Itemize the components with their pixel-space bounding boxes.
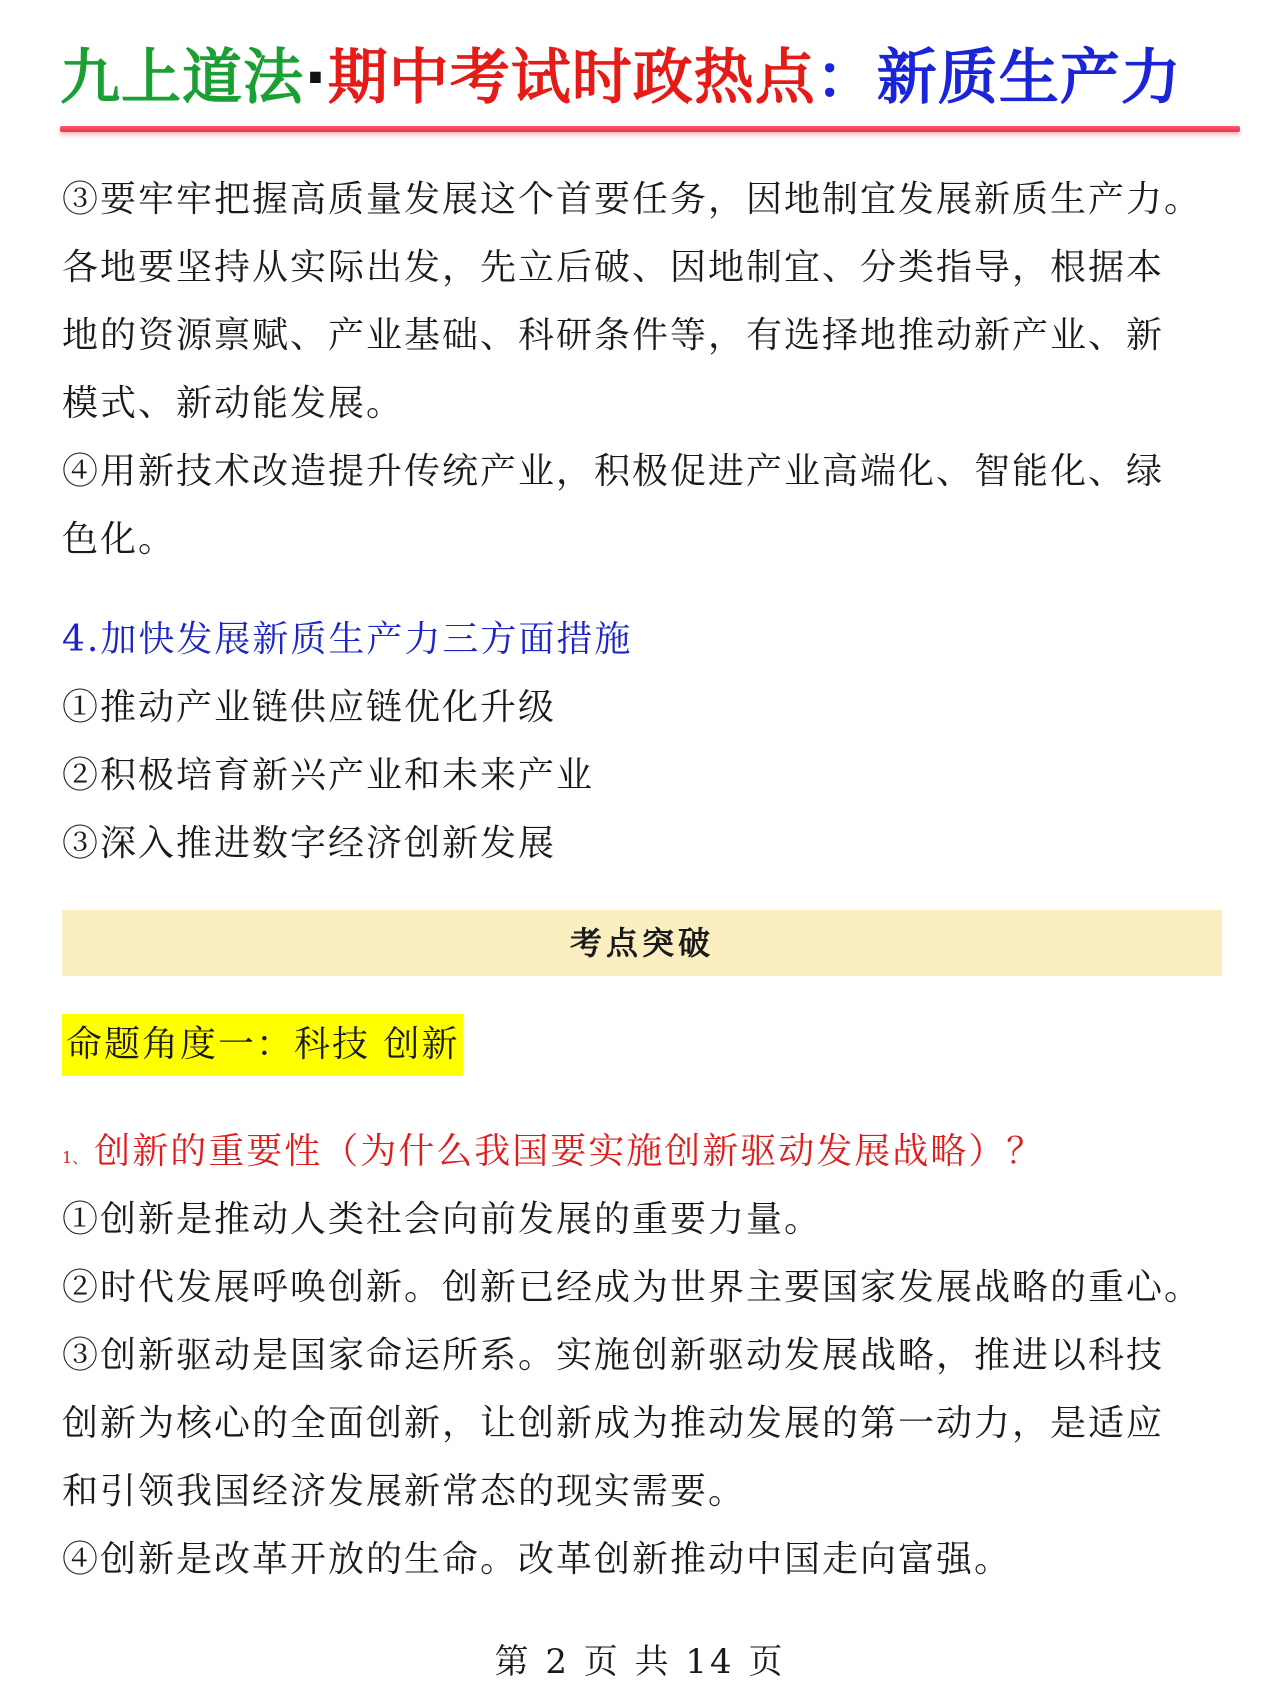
top-line-5: ④用新技术改造提升传统产业，积极促进产业高端化、智能化、绿 [62, 451, 1165, 492]
question-one-heading [62, 1118, 1242, 1192]
page-number-footer: 第 2 页 共 14 页 [494, 1642, 786, 1682]
title-underline-divider [60, 126, 1240, 132]
question-one-line-3: ③创新驱动是国家命运所系。实施创新驱动发展战略，推进以科技 [62, 1335, 1165, 1376]
breakthrough-banner: 考点突破 [62, 910, 1222, 976]
measure-item-1: ①推动产业链供应链优化升级 [62, 687, 557, 728]
top-line-6: 色化。 [62, 519, 177, 560]
question-one-line-4: 创新为核心的全面创新，让创新成为推动发展的第一动力，是适应 [62, 1403, 1165, 1444]
angle-one-highlight: 命题角度一：科技 创新 [62, 1014, 463, 1076]
top-line-2: 各地要坚持从实际出发，先立后破、因地制宜、分类指导，根据本 [62, 247, 1165, 288]
question-one-heading-text: 创新的重要性（为什么我国要实施创新驱动发展战略）？ [94, 1131, 1045, 1172]
question-one-line-2: ②时代发展呼唤创新。创新已经成为世界主要国家发展战略的重心。 [62, 1267, 1203, 1308]
question-one-line-6: ④创新是改革开放的生命。改革创新推动中国走向富强。 [62, 1539, 1013, 1580]
title-topic: 期中考试时政热点 [327, 43, 816, 113]
top-line-1: ③要牢牢把握高质量发展这个首要任务，因地制宜发展新质生产力。 [62, 179, 1203, 220]
title-subject: 九上道法 [60, 43, 304, 113]
question-one-number: 1、 [62, 1148, 89, 1167]
question-one-line-1: ①创新是推动人类社会向前发展的重要力量。 [62, 1199, 823, 1240]
question-one-line-5: 和引领我国经济发展新常态的现实需要。 [62, 1471, 747, 1512]
top-line-3: 地的资源禀赋、产业基础、科研条件等，有选择地推动新产业、新 [62, 315, 1165, 356]
page-title [60, 38, 1240, 118]
title-separator: · [304, 43, 328, 113]
measure-item-2: ②积极培育新兴产业和未来产业 [62, 755, 595, 796]
measure-item-3: ③深入推进数字经济创新发展 [62, 823, 557, 864]
measures-heading: 4.加快发展新质生产力三方面措施 [62, 619, 633, 660]
title-theme: ：新质生产力 [815, 43, 1182, 113]
top-line-4: 模式、新动能发展。 [62, 383, 405, 424]
